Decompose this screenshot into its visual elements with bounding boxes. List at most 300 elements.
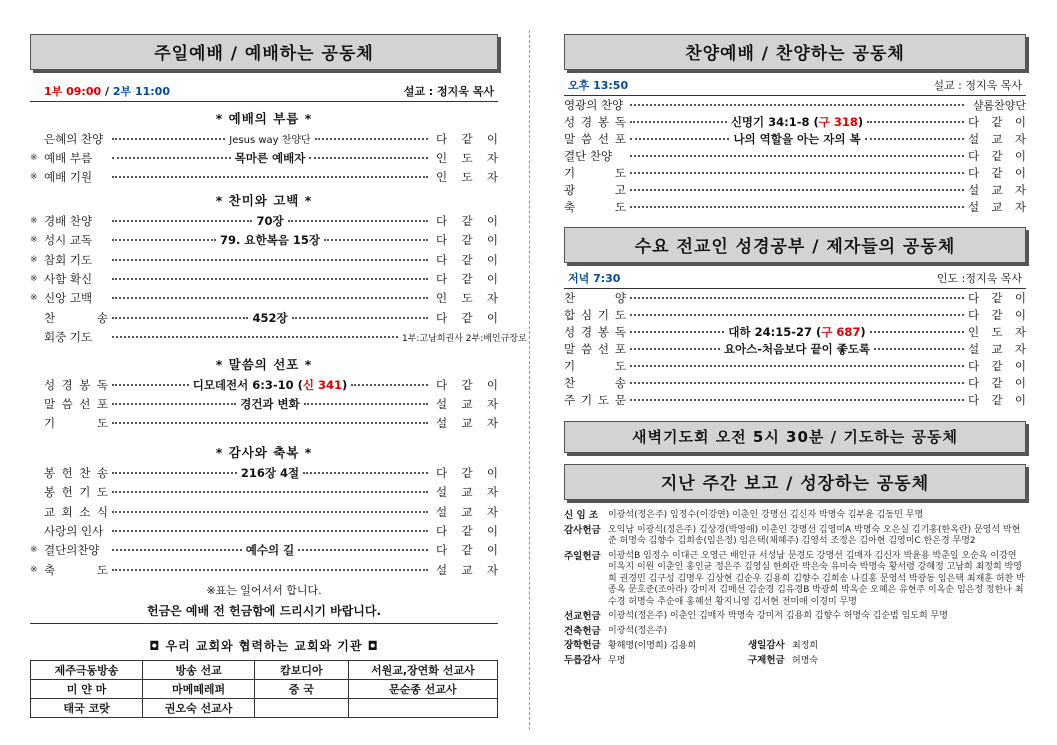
order-label — [44, 504, 108, 520]
order-leader-char: 다 — [436, 131, 448, 146]
order-row — [564, 340, 1026, 357]
order-label-char: 신앙 고백 — [44, 291, 93, 306]
order-leader-char: 다 — [968, 358, 980, 373]
leader-dots — [112, 569, 428, 571]
right-column — [564, 0, 1026, 670]
order-label — [564, 131, 626, 147]
leader-dots — [112, 220, 252, 222]
order-leader — [968, 324, 1026, 340]
partners-row — [31, 680, 498, 699]
order-leader-char: 다 — [436, 213, 448, 228]
report-entry — [564, 551, 1026, 609]
leader-dots — [303, 472, 428, 474]
order-leader-char: 이 — [1014, 375, 1026, 390]
call-to-worship-list — [30, 129, 498, 187]
order-leader-char: 같 — [991, 165, 1003, 180]
partners-cell: 권오숙 선교사 — [143, 699, 255, 718]
standing-mark: ※ — [30, 564, 38, 575]
leader-dots — [630, 121, 727, 123]
order-label — [44, 252, 108, 268]
leader-dots — [324, 239, 428, 241]
order-leader-char: 다 — [436, 252, 448, 267]
order-leader-char: 다 — [436, 523, 448, 538]
order-label-char: 도 — [614, 199, 626, 214]
order-row — [30, 148, 498, 167]
order-leader-char: 이 — [1014, 114, 1026, 129]
order-label-char: 기 — [564, 165, 576, 180]
order-leader-char: 이 — [486, 310, 498, 325]
order-leader-char: 같 — [461, 377, 473, 392]
order-leader — [968, 307, 1026, 323]
order-label-char: 경 — [61, 377, 73, 392]
order-leader — [968, 148, 1026, 164]
report-category: 생일감사 — [748, 640, 785, 651]
order-leader — [432, 252, 498, 268]
report-names: 이광석B 임정수 이대근 오영근 배인규 서성남 문경도 강명선 김매자 김신자 박윤용 박춘일 오순옥 이강연 이옥지 이원 이춘인 홍인균 정은주 김영심 한희란 박은숙 유미숙 박명숙 황서령 강혜정 고남희 최정희 박영희 권경민 김구성 김명우 김상현 김순우 김용희 김향수 김희송 나길홍 문영석 박광동 임은택 최재훈 허찬 박종옥 문호준(조아라) 강미저 김매선 김순경 김유경B 박광희 박옥순 오혜은 유현주 이옥순 임은정 정한나 최수경 허명숙 추순애 홍혜선 황지니영 김서현 전미애 이경미 무명 — [608, 550, 1025, 607]
content-part: ) — [342, 377, 348, 392]
order-leader — [968, 97, 1026, 113]
order-label-char: 식 — [96, 504, 108, 519]
order-leader-char: 교 — [461, 562, 473, 577]
order-label-char: 말 — [44, 396, 56, 411]
service2-time: 2부 11:00 — [112, 85, 170, 98]
leader-dots — [112, 511, 428, 513]
order-label — [44, 290, 108, 306]
order-label-char: 포 — [614, 341, 626, 356]
report-names: 이광석(정은주) — [608, 625, 668, 636]
partners-cell — [348, 699, 497, 718]
order-leader-char: 설 — [436, 416, 448, 431]
order-leader-char: 인 — [436, 151, 448, 166]
report-category: 신 임 조 — [564, 510, 599, 521]
leader-dots — [630, 172, 964, 174]
order-leader-char: 인 — [436, 170, 448, 185]
partners-cell: 제주극동방송 — [31, 661, 143, 680]
study-meta — [564, 270, 1026, 289]
order-leader-char: 자 — [486, 485, 498, 500]
order-leader-char: 설 — [968, 131, 980, 146]
order-leader-char: 같 — [461, 465, 473, 480]
content-part: 신명기 34:1-8 ( — [730, 114, 819, 129]
order-leader-char: 같 — [461, 213, 473, 228]
report-pair-entry — [564, 640, 1026, 652]
order-leader — [968, 199, 1026, 215]
report-names: 무명 — [608, 656, 626, 666]
order-content — [256, 213, 283, 229]
order-leader-char: 도 — [991, 324, 1003, 339]
order-label-char: 선 — [79, 396, 91, 411]
order-label-char: 기 — [564, 358, 576, 373]
order-label — [564, 358, 626, 374]
order-row — [30, 375, 498, 394]
content-text: 216장 4절 — [240, 465, 300, 480]
order-leader-char: 도 — [461, 170, 473, 185]
order-label-char: 결단의찬양 — [44, 543, 100, 558]
praise-confession-list — [30, 211, 527, 347]
order-leader-char: 다 — [968, 392, 980, 407]
order-label — [44, 232, 108, 248]
leader-dots — [865, 138, 964, 140]
order-row — [564, 289, 1026, 306]
content-text: 나의 역할을 아는 자의 복 — [733, 131, 861, 146]
order-leader-char: 다 — [968, 307, 980, 322]
order-label-char: 문 — [614, 392, 626, 407]
report-category: 구제헌금 — [748, 655, 785, 666]
order-content — [246, 542, 294, 558]
order-leader-char: 자 — [1014, 324, 1026, 339]
order-content — [220, 232, 320, 248]
order-leader-char: 같 — [461, 252, 473, 267]
order-leader-char: 자 — [486, 170, 498, 185]
order-leader — [432, 150, 498, 166]
service-separator: / — [104, 85, 109, 98]
order-row — [30, 502, 498, 521]
leader-dots — [630, 206, 964, 208]
order-label-char: 도 — [96, 416, 108, 431]
study-leader: 인도 :정지욱 목사 — [936, 272, 1022, 285]
order-label — [44, 271, 108, 287]
order-label — [44, 465, 108, 481]
content-hymn-ref: 구 318 — [818, 114, 858, 129]
partners-title: ◘ 우리 교회와 협력하는 교회와 기관 ◘ — [149, 639, 379, 654]
order-leader-char: 같 — [991, 358, 1003, 373]
order-leader-char: 이 — [1014, 148, 1026, 163]
order-label-char: 양 — [614, 290, 626, 305]
order-label-char: 성 — [564, 324, 576, 339]
leader-dots — [870, 331, 964, 333]
order-label — [564, 290, 626, 306]
order-leader-char: 자 — [486, 416, 498, 431]
order-leader-char: 도 — [461, 151, 473, 166]
order-row — [30, 231, 498, 250]
order-label-char: 씀 — [61, 396, 73, 411]
order-leader-char: 이 — [1014, 290, 1026, 305]
order-label-char: 도 — [96, 485, 108, 500]
order-label-char: 찬 — [79, 465, 91, 480]
standing-mark: ※ — [30, 293, 38, 304]
order-leader — [432, 310, 498, 326]
report-entry — [564, 626, 1026, 638]
order-label-char: 광 — [564, 182, 576, 197]
order-label — [564, 148, 626, 164]
weekly-report — [564, 510, 1026, 667]
order-label-char: 봉 — [44, 485, 56, 500]
leader-dots — [630, 189, 964, 191]
content-part: ) — [857, 114, 864, 129]
leader-dots — [630, 365, 964, 367]
order-leader — [968, 290, 1026, 306]
order-leader-char: 자 — [1014, 131, 1026, 146]
report-category: 장학헌금 — [564, 640, 601, 651]
content-text: 예수의 길 — [245, 543, 295, 558]
order-leader-char: 같 — [991, 290, 1003, 305]
partners-cell: 방송 선교 — [143, 661, 255, 680]
order-label-char: 봉 — [44, 465, 56, 480]
order-row — [564, 147, 1026, 164]
order-leader — [432, 465, 498, 481]
order-row — [30, 560, 498, 579]
leader-dots — [630, 138, 729, 140]
order-leader-char: 설 — [436, 396, 448, 411]
order-leader-char: 설 — [968, 182, 980, 197]
order-label-char: 예배 기원 — [44, 170, 93, 185]
order-label-char: 포 — [614, 131, 626, 146]
order-label — [564, 182, 626, 198]
order-leader-char: 같 — [461, 543, 473, 558]
order-leader-char: 설 — [436, 504, 448, 519]
order-leader-char: 인 — [968, 324, 980, 339]
leader-dots — [112, 138, 225, 140]
order-leader-char: 자 — [1014, 341, 1026, 356]
order-row — [30, 308, 498, 327]
leader-dots — [630, 314, 964, 316]
order-content — [235, 150, 306, 166]
order-label-char: 봉 — [597, 324, 610, 339]
order-label-char: 송 — [96, 310, 108, 325]
order-label-char: 송 — [614, 375, 626, 390]
order-label — [564, 165, 626, 181]
order-content — [241, 465, 299, 481]
order-label — [44, 562, 108, 578]
order-label — [44, 415, 108, 431]
report-pair-entry — [564, 655, 1026, 667]
order-leader — [402, 331, 527, 344]
partners-table — [30, 660, 498, 718]
order-label-char: 심 — [580, 307, 593, 322]
order-label-char: 축 — [44, 562, 56, 577]
order-content — [252, 310, 287, 326]
leader-dots — [288, 220, 428, 222]
order-row — [30, 211, 498, 230]
order-row — [30, 328, 527, 347]
leader-dots — [112, 384, 189, 386]
report-entry — [564, 611, 1026, 623]
order-row — [30, 394, 498, 413]
leader-dots — [298, 549, 428, 551]
leader-dots — [112, 336, 398, 338]
order-leader-char: 같 — [991, 114, 1003, 129]
order-leader-char: 설 — [968, 341, 980, 356]
report-entry — [564, 510, 1026, 522]
order-label-char: 찬 — [564, 375, 576, 390]
partners-cell: 마메떼레퍼 — [143, 680, 255, 699]
order-leader — [432, 271, 498, 287]
order-row — [564, 130, 1026, 147]
order-leader-char: 설 — [968, 199, 980, 214]
order-content — [240, 396, 300, 412]
content-text: 79. 요한복음 15장 — [220, 233, 320, 248]
order-leader-char: 자 — [486, 396, 498, 411]
order-label-char: 선 — [597, 341, 610, 356]
order-leader — [432, 523, 498, 539]
order-label-char: 예배 부름 — [44, 151, 93, 166]
order-label-char: 선 — [597, 131, 610, 146]
leader-dots — [630, 399, 964, 401]
order-leader-char: 자 — [1014, 199, 1026, 214]
order-leader — [432, 484, 498, 500]
order-leader — [432, 169, 498, 185]
order-leader — [968, 392, 1026, 408]
order-leader — [432, 415, 498, 431]
order-leader — [432, 290, 498, 306]
report-category: 감사헌금 — [564, 524, 601, 536]
order-label-char: 씀 — [580, 341, 593, 356]
leader-dots — [315, 138, 428, 140]
order-content — [731, 114, 863, 130]
leader-dots — [112, 422, 428, 424]
order-leader — [432, 542, 498, 558]
order-row — [30, 521, 498, 540]
order-leader-char: 같 — [991, 148, 1003, 163]
leader-dots — [112, 297, 428, 299]
order-row — [30, 269, 498, 288]
order-row — [564, 113, 1026, 130]
order-label-char: 결단 찬양 — [564, 148, 613, 163]
order-label-char: 성 — [44, 377, 56, 392]
report-category: 선교헌금 — [564, 611, 601, 622]
order-content — [728, 324, 865, 340]
order-leader-char: 설 — [436, 562, 448, 577]
order-label — [44, 310, 108, 326]
section-praise-confession: * 찬미와 고백 * — [215, 193, 313, 209]
order-content — [724, 341, 870, 357]
order-label — [44, 150, 108, 166]
order-leader-char: 다 — [968, 114, 980, 129]
leader-dots — [112, 491, 428, 493]
leader-dots — [112, 239, 216, 241]
order-content — [733, 131, 860, 147]
order-leader-char: 이 — [1014, 165, 1026, 180]
order-label-char: 사함 확신 — [44, 272, 93, 287]
order-row — [30, 482, 498, 501]
standing-mark: ※ — [30, 235, 38, 246]
leader-dots — [630, 155, 964, 157]
order-leader-char: 다 — [968, 290, 980, 305]
report-names: 이광석(정은주) 임정수(이강연) 이춘인 강명선 김신자 박명숙 김부윤 김동민 무명 — [608, 510, 924, 520]
partners-cell — [255, 699, 348, 718]
report-names: 황해명(이명희) 김용희 — [608, 641, 697, 651]
order-label-char: 회중 기도 — [44, 330, 93, 345]
content-part: 대하 24:15-27 ( — [728, 324, 822, 339]
order-leader-char: 교 — [461, 485, 473, 500]
order-leader-char: 이 — [1014, 307, 1026, 322]
partners-row — [31, 661, 498, 680]
leader-dots — [112, 317, 248, 319]
order-label — [44, 377, 108, 393]
content-text: 경건과 변화 — [240, 396, 300, 411]
content-text: 70장 — [256, 213, 284, 228]
leader-dots — [309, 157, 428, 159]
order-leader-char: 이 — [486, 131, 498, 146]
order-leader — [968, 182, 1026, 198]
order-leader — [968, 165, 1026, 181]
order-row — [30, 250, 498, 269]
praise-worship-banner: 찬양예배 / 찬양하는 공동체 — [564, 34, 1026, 70]
section-call-to-worship: * 예배의 부름 * — [215, 111, 313, 126]
order-label-char: 기 — [79, 485, 91, 500]
service-times-text — [44, 83, 170, 99]
section-thanks-blessing: * 감사와 축복 * — [215, 445, 313, 461]
order-leader-char: 자 — [1014, 182, 1026, 197]
praise-worship-list — [564, 96, 1026, 215]
content-text: 목마른 예배자 — [234, 151, 306, 166]
order-leader-char: 같 — [461, 131, 473, 146]
order-label-char: 합 — [564, 307, 576, 322]
order-label-char: 기 — [44, 416, 56, 431]
order-leader-char: 이 — [486, 523, 498, 538]
leader-dots — [112, 176, 428, 178]
report-names: 최정희 — [792, 641, 819, 651]
content-hymn-ref: 구 687 — [821, 324, 861, 339]
order-label-char: 봉 — [597, 114, 610, 129]
order-label-char: 포 — [96, 396, 108, 411]
order-label-char: 경 — [580, 114, 593, 129]
order-label — [564, 307, 626, 323]
order-row — [30, 414, 498, 433]
column-divider — [529, 30, 530, 730]
report-category: 두릅감사 — [564, 655, 601, 666]
content-part: ) — [860, 324, 866, 339]
order-label-char: 찬 — [564, 290, 576, 305]
order-label-char: 씀 — [580, 131, 593, 146]
order-leader-char: 교 — [461, 504, 473, 519]
order-label-char: 영광의 찬양 — [564, 97, 624, 112]
order-content — [193, 377, 348, 393]
order-label — [44, 329, 108, 345]
order-label-char: 기 — [597, 307, 610, 322]
order-leader-char: 교 — [991, 341, 1003, 356]
word-proclamation-list — [30, 375, 498, 433]
order-row — [30, 289, 498, 308]
order-label-char: 축 — [564, 199, 576, 214]
order-leader — [432, 396, 498, 412]
order-leader-char: 같 — [991, 307, 1003, 322]
order-leader-char: 같 — [461, 272, 473, 287]
order-leader-char: 이 — [486, 272, 498, 287]
order-leader — [432, 213, 498, 229]
order-leader-char: 자 — [486, 504, 498, 519]
order-row — [564, 181, 1026, 198]
order-label-char: 독 — [614, 324, 626, 339]
report-entry — [564, 525, 1026, 548]
order-row — [564, 306, 1026, 323]
order-leader-char: 다 — [968, 165, 980, 180]
order-label — [564, 375, 626, 391]
order-label-char: 독 — [96, 377, 108, 392]
order-leader-char: 교 — [991, 199, 1003, 214]
standing-note: ※표는 일어서서 합니다. — [206, 584, 322, 598]
content-part: 디모데전서 6:3-10 ( — [192, 377, 303, 392]
order-row — [564, 391, 1026, 408]
order-label — [44, 131, 108, 147]
service1-time: 1부 09:00 — [44, 85, 102, 98]
report-names: 오익남 이광석(정은주) 김상경(박영애) 이춘인 강명선 김영미A 박명숙 오은실 김기홍(한옥란) 문영석 박현준 허명숙 김향수 김희송(임은정) 임은택(채혜주) 김영석 조정은 김아현 김영미C 한은경 무명2 — [608, 524, 1021, 546]
order-leader-char: 다 — [968, 148, 980, 163]
order-label — [44, 169, 108, 185]
order-leader-char: 설 — [436, 485, 448, 500]
leader-dots — [630, 297, 964, 299]
sermon-preacher: 설교 : 정지욱 목사 — [403, 85, 494, 98]
content-text: 요아스-처음보다 끝이 좋도록 — [723, 341, 871, 356]
leader-dots — [292, 317, 428, 319]
order-row — [30, 541, 498, 560]
order-leader-char: 이 — [1014, 392, 1026, 407]
order-leader — [432, 131, 498, 147]
order-label — [44, 396, 108, 412]
order-leader-char: 이 — [486, 233, 498, 248]
order-label — [564, 341, 626, 357]
order-leader — [968, 131, 1026, 147]
